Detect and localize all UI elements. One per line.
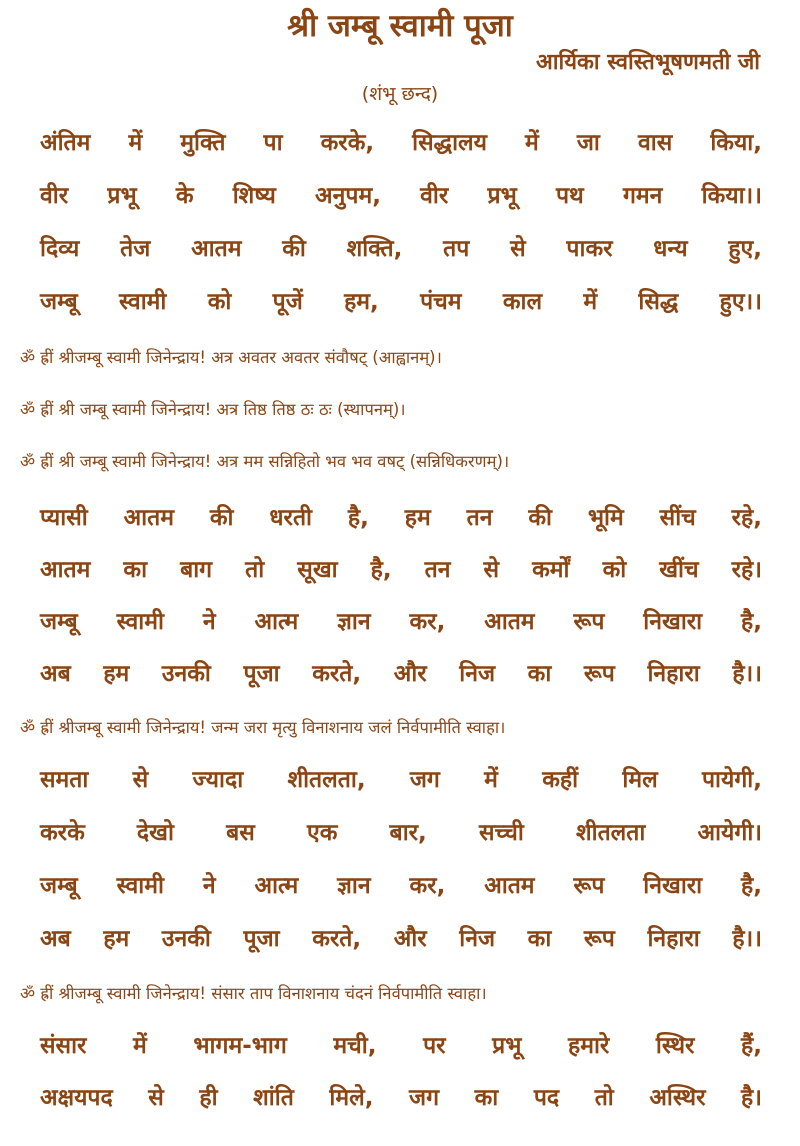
mantra-line-ahvanam: ॐ ह्रीं श्रीजम्बू स्वामी जिनेन्द्राय! अत्र अवतर अवतर संवौषट् (आह्वानम्)। [20, 348, 442, 367]
mantra-line-sannidhikaranam: ॐ ह्रीं श्री जम्बू स्वामी जिनेन्द्राय! अत्र मम सन्निहितो भव भव वषट् (सन्निधिकरणम्)। [20, 452, 510, 471]
verse-line: संसार में भागम-भाग मची, पर प्रभू हमारे स्थिर हैं, [40, 1033, 762, 1059]
verse-line: प्यासी आतम की धरती है, हम तन की भूमि सींच रहे, [40, 505, 762, 531]
verse-line: दिव्य तेज आतम की शक्ति, तप से पाकर धन्य हुए, [40, 236, 762, 262]
page-title: श्री जम्बू स्वामी पूजा [287, 8, 513, 44]
meter-label: (शंभू छन्द) [361, 83, 439, 105]
verse-line: जम्बू स्वामी ने आत्म ज्ञान कर, आतम रूप निखारा है, [40, 873, 762, 899]
mantra-line-sthapanam: ॐ ह्रीं श्री जम्बू स्वामी जिनेन्द्राय! अत्र तिष्ठ तिष्ठ ठः ठः (स्थापनम्)। [20, 400, 406, 419]
mantra-line-jal: ॐ ह्रीं श्रीजम्बू स्वामी जिनेन्द्राय! जन्म जरा मृत्यु विनाशनाय जलं निर्वपामीति स्वाहा। [20, 718, 506, 737]
verse-line: समता से ज्यादा शीतलता, जग में कहीं मिल पायेगी, [40, 767, 762, 793]
author-name: आर्यिका स्वस्तिभूषणमती जी [536, 50, 760, 75]
mantra-line-chandan: ॐ ह्रीं श्रीजम्बू स्वामी जिनेन्द्राय! संसार ताप विनाशनाय चंदनं निर्वपामीति स्वाहा। [20, 984, 487, 1003]
verse-line: अब हम उनकी पूजा करते, और निज का रूप निहारा है।। [40, 926, 762, 952]
verse-line: अंतिम में मुक्ति पा करके, सिद्धालय में जा वास किया, [40, 130, 762, 156]
verse-line: आतम का बाग तो सूखा है, तन से कर्मों को खींच रहे। [40, 557, 762, 583]
verse-line: अक्षयपद से ही शांति मिले, जग का पद तो अस्थिर है। [40, 1085, 762, 1111]
verse-line: जम्बू स्वामी ने आत्म ज्ञान कर, आतम रूप निखारा है, [40, 609, 762, 635]
verse-line: करके देखो बस एक बार, सच्ची शीतलता आयेगी। [40, 820, 762, 846]
verse-line: वीर प्रभू के शिष्य अनुपम, वीर प्रभू पथ गमन किया।। [40, 183, 762, 209]
verse-line: जम्बू स्वामी को पूजें हम, पंचम काल में सिद्ध हुए।। [40, 289, 762, 315]
verse-line: अब हम उनकी पूजा करते, और निज का रूप निहारा है।। [40, 661, 762, 687]
